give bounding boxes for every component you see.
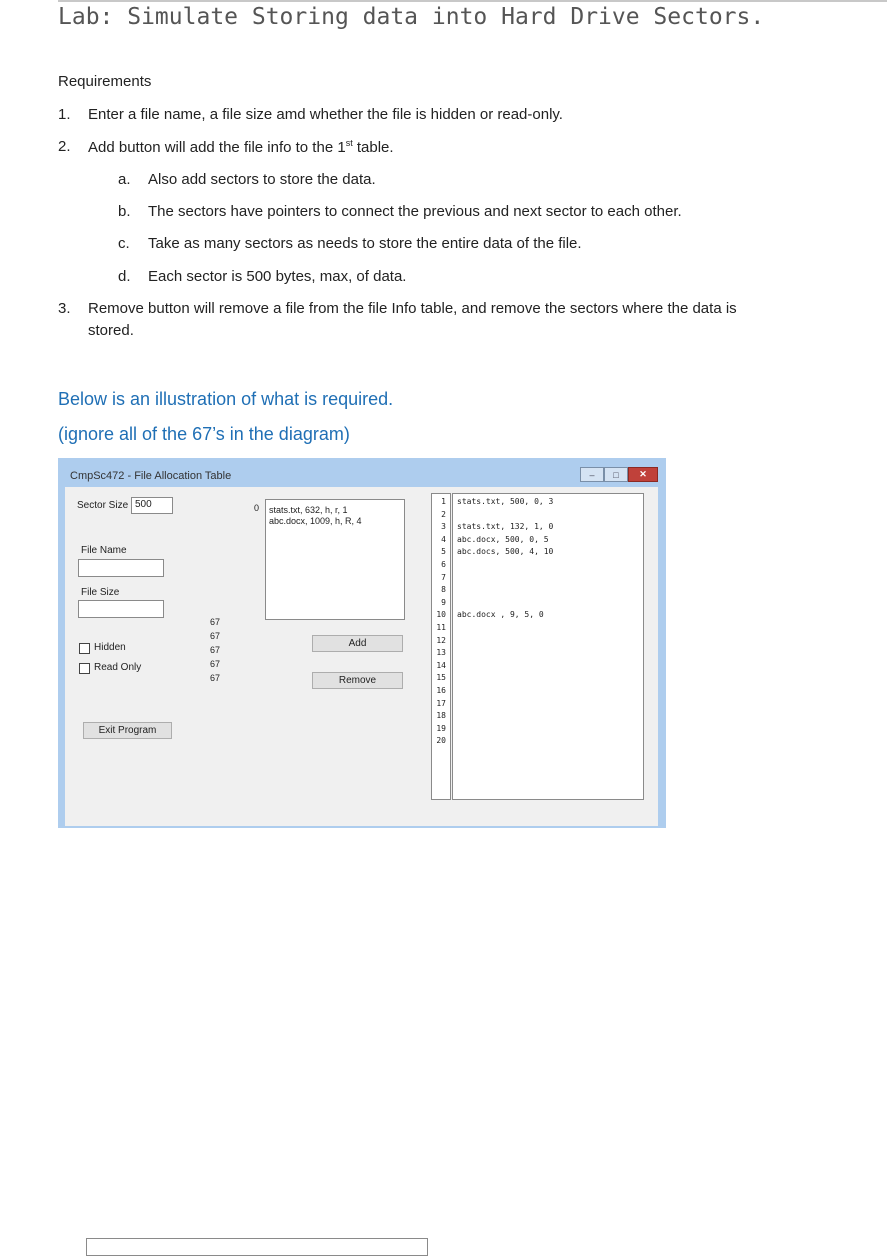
requirement-2: [88, 138, 394, 156]
sector-number: 16: [436, 686, 446, 695]
requirement-3-cont: stored.: [88, 322, 134, 339]
hidden-label: Hidden: [94, 642, 126, 653]
hidden-checkbox[interactable]: [79, 643, 90, 654]
app-window: [58, 458, 666, 828]
sector-entry[interactable]: abc.docx , 9, 5, 0: [457, 610, 544, 620]
sector-number: 14: [436, 660, 446, 670]
requirement-2-text: Add button will add the file info to the 1: [88, 139, 346, 156]
ignore-note: (ignore all of the 67’s in the diagram): [58, 424, 350, 444]
sector-number: 15: [436, 673, 446, 683]
item-number: 2.: [58, 138, 71, 155]
status-bar: [86, 1238, 428, 1256]
sector-number: 8: [441, 585, 446, 595]
label-67: 67: [210, 673, 221, 683]
sector-number: 12: [436, 635, 446, 645]
window-client: [65, 487, 658, 826]
requirement-2-tail: table.: [352, 139, 394, 156]
lab-title: Lab: Simulate Storing data into Hard Drive Sectors.: [58, 4, 765, 30]
sector-number: 2: [441, 509, 446, 519]
window-title: CmpSc472 - File Allocation Table: [70, 470, 232, 482]
sector-number: 6: [441, 560, 446, 569]
file-name-input[interactable]: [78, 559, 164, 577]
item-letter: c.: [118, 235, 130, 252]
label-67: 67: [210, 631, 221, 641]
remove-button[interactable]: Remove: [312, 672, 403, 689]
read-only-label: Read Only: [94, 662, 142, 673]
sector-number: 20: [436, 736, 446, 746]
sector-number: 7: [441, 572, 446, 582]
top-divider: [58, 0, 887, 2]
file-index: 0: [254, 503, 260, 513]
sector-entry[interactable]: abc.docs, 500, 4, 10: [457, 547, 554, 557]
item-number: 3.: [58, 300, 71, 317]
file-size-label: File Size: [81, 587, 120, 598]
requirement-2d: Each sector is 500 bytes, max, of data.: [148, 268, 407, 285]
requirement-2b: The sectors have pointers to connect the previous and next sector to each other.: [148, 203, 682, 220]
sector-number: 11: [436, 623, 446, 632]
superscript-st: st: [345, 138, 353, 148]
requirement-2a: Also add sectors to store the data.: [148, 171, 376, 188]
sector-number: 18: [436, 711, 446, 721]
sector-number: 1: [441, 497, 446, 506]
sectors-listbox[interactable]: [452, 493, 644, 800]
item-letter: b.: [118, 203, 131, 220]
label-67: 67: [210, 645, 221, 655]
sector-number: 19: [436, 723, 446, 733]
label-67: 67: [210, 617, 221, 627]
item-letter: d.: [118, 268, 131, 285]
file-size-input[interactable]: [78, 600, 164, 618]
sector-number: 13: [436, 648, 446, 658]
add-button[interactable]: Add: [312, 635, 403, 652]
item-number: 1.: [58, 106, 71, 123]
read-only-checkbox[interactable]: [79, 663, 90, 674]
window-controls: [580, 467, 658, 482]
sector-number: 3: [441, 522, 446, 532]
sector-size-label: Sector Size: [77, 500, 129, 511]
sector-size-input[interactable]: 500: [131, 497, 173, 514]
label-67: 67: [210, 659, 221, 669]
sector-number: 10: [436, 610, 446, 620]
file-info-listbox[interactable]: [265, 499, 405, 620]
maximize-icon[interactable]: □: [604, 467, 628, 482]
sector-number: 9: [441, 597, 446, 607]
sector-entry[interactable]: stats.txt, 132, 1, 0: [457, 522, 554, 532]
exit-program-button[interactable]: Exit Program: [83, 722, 172, 739]
file-info-item[interactable]: stats.txt, 632, h, r, 1: [269, 505, 348, 515]
sector-entry[interactable]: abc.docx, 500, 0, 5: [457, 534, 549, 544]
sector-entry[interactable]: stats.txt, 500, 0, 3: [457, 497, 554, 506]
sector-number: 5: [441, 547, 446, 557]
minimize-icon[interactable]: –: [580, 467, 604, 482]
item-letter: a.: [118, 171, 131, 188]
sector-number: 4: [441, 534, 446, 544]
requirement-3: Remove button will remove a file from the file Info table, and remove the sectors where the data is: [88, 300, 737, 317]
sector-number-column: [431, 493, 451, 800]
file-info-item[interactable]: abc.docx, 1009, h, R, 4: [269, 516, 362, 526]
file-name-label: File Name: [81, 545, 127, 556]
sector-number: 17: [436, 698, 446, 708]
requirements-heading: Requirements: [58, 73, 152, 90]
requirement-2c: Take as many sectors as needs to store the entire data of the file.: [148, 235, 582, 252]
illustration-note: Below is an illustration of what is required.: [58, 389, 394, 409]
requirement-1: Enter a file name, a file size amd whether the file is hidden or read-only.: [88, 106, 563, 123]
close-icon[interactable]: ✕: [628, 467, 658, 482]
